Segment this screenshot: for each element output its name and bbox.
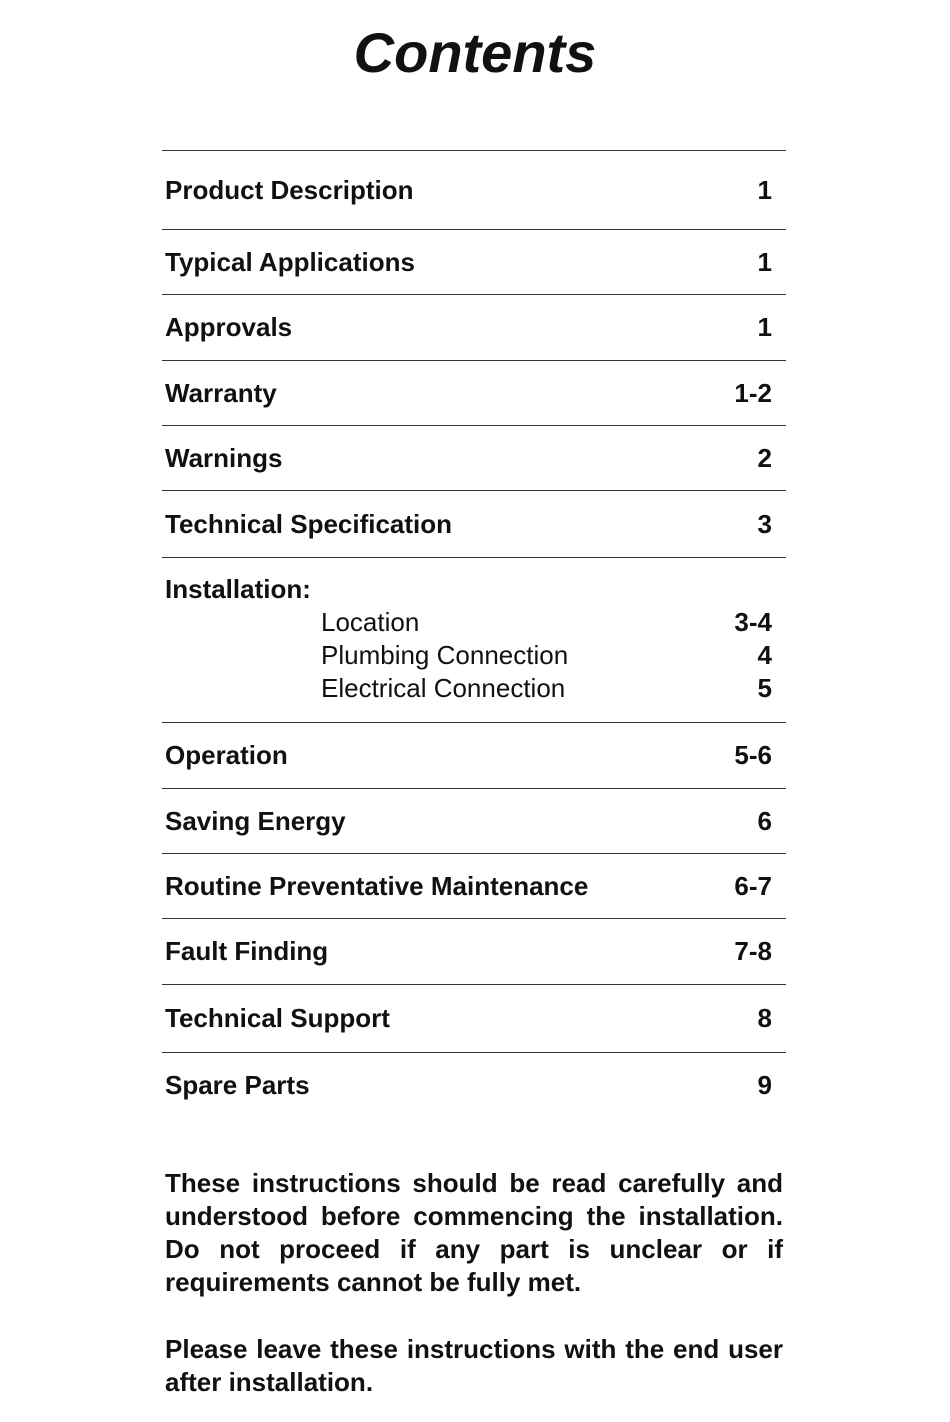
toc-label: Operation	[165, 740, 288, 770]
toc-label: Installation:	[165, 574, 311, 604]
toc-subentry	[321, 673, 772, 704]
toc-page: 8	[757, 1003, 772, 1033]
instruction-note: These instructions should be read carefully and understood before commencing the installation. Do not proceed if any part is unclear or if requirements cannot be fully met.	[165, 1168, 783, 1297]
toc-label: Location	[321, 607, 420, 637]
toc-entry	[162, 490, 786, 557]
toc-label: Electrical Connection	[321, 673, 566, 703]
toc-entry	[162, 150, 786, 229]
table-of-contents	[162, 150, 786, 1118]
toc-entry	[162, 425, 786, 490]
toc-label: Spare Parts	[165, 1070, 310, 1100]
toc-label: Fault Finding	[165, 936, 329, 966]
toc-page: 3-4	[734, 607, 772, 637]
toc-label: Technical Specification	[165, 508, 453, 539]
toc-entry	[162, 788, 786, 853]
toc-page: 1	[757, 246, 772, 277]
toc-label: Technical Support	[165, 1003, 390, 1033]
toc-page: 1	[757, 174, 772, 205]
toc-page: 7-8	[734, 936, 772, 966]
toc-page: 1	[757, 312, 772, 342]
toc-entry	[162, 294, 786, 360]
toc-subentry	[321, 640, 772, 671]
toc-entry	[162, 360, 786, 425]
toc-page: 2	[757, 442, 772, 473]
toc-page: 9	[757, 1070, 772, 1100]
toc-entry	[162, 1052, 786, 1118]
toc-label: Warnings	[165, 442, 283, 473]
toc-page: 3	[757, 508, 772, 539]
toc-page: 4	[757, 640, 772, 670]
toc-page: 5	[757, 673, 772, 703]
toc-label: Saving Energy	[165, 805, 346, 836]
toc-page: 6-7	[734, 870, 772, 901]
toc-entry	[162, 918, 786, 984]
leave-instructions-note: Please leave these instructions with the end user after installation.	[165, 1334, 783, 1397]
toc-label: Plumbing Connection	[321, 640, 569, 670]
toc-entry	[162, 722, 786, 788]
toc-entry	[162, 853, 786, 918]
toc-page: 5-6	[734, 740, 772, 770]
toc-entry	[162, 229, 786, 294]
page-title: Contents	[353, 21, 597, 84]
toc-entry-installation	[162, 557, 786, 722]
toc-label: Product Description	[165, 174, 414, 205]
toc-label: Routine Preventative Maintenance	[165, 870, 589, 901]
toc-page: 6	[757, 805, 772, 836]
toc-page: 1-2	[734, 377, 772, 408]
toc-label: Approvals	[165, 312, 293, 342]
toc-entry	[162, 984, 786, 1052]
toc-label: Warranty	[165, 377, 277, 408]
toc-subentry	[321, 607, 772, 638]
toc-label: Typical Applications	[165, 246, 415, 277]
